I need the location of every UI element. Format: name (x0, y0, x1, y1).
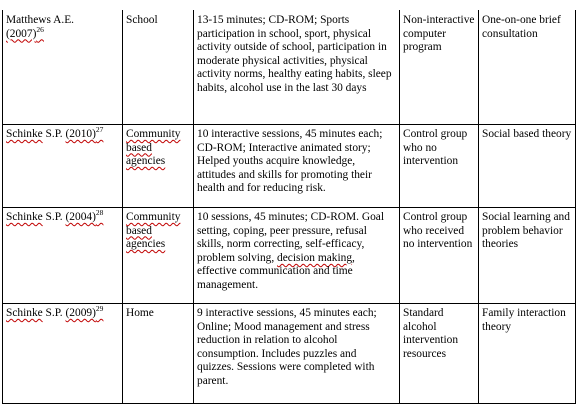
author-year: (2010)$^{27}$ (65, 125, 104, 140)
author-year: (2009)$^{29}$ (65, 304, 104, 319)
setting-cell (123, 125, 194, 208)
author-year: (2007)$^{26}$ (6, 24, 44, 40)
intervention-cell: 9 interactive sessions, 45 minutes each; Online; Mood management and stress reduction in relation to alcohol consumption. Includes puzzles and quizzes. Sessions were completed with parent. (194, 304, 400, 404)
setting-cell (123, 208, 194, 304)
theory-cell: Social learning and problem behavior theories (479, 208, 576, 304)
author-cell (3, 10, 123, 125)
author-cell (3, 208, 123, 304)
author-initials: S.P. (42, 128, 66, 140)
table-row (3, 304, 576, 404)
setting-text: Community based agencies (126, 211, 181, 251)
author-year: (2004)$^{28}$ (65, 208, 104, 223)
author-initials: S.P. (42, 307, 66, 319)
reference-number: 29 (95, 304, 104, 314)
setting-cell: School (123, 10, 194, 125)
table-row (3, 10, 576, 125)
control-cell: Standard alcohol intervention resources (400, 304, 479, 404)
setting-text: Community based agencies (126, 128, 181, 168)
intervention-cell: 10 interactive sessions, 45 minutes each; CD-ROM; Interactive animated story; Helped youths acquire knowledge, attitudes and skills for promoting their health and for reducing risk. (194, 125, 400, 208)
studies-table (2, 10, 576, 404)
intervention-cell: 13-15 minutes; CD-ROM; Sports participation in school, sport, physical activity outside of school, participation in moderate physical activities, physical activity norms, healthy eating habits, sleep habits, alcohol use in the last 30 days (194, 10, 400, 125)
author-name: Schinke (6, 211, 43, 223)
author-cell (3, 125, 123, 208)
author-cell (3, 304, 123, 404)
reference-number: 26 (36, 24, 44, 34)
setting-cell: Home (123, 304, 194, 404)
control-cell: Non-interactive computer program (400, 10, 479, 125)
control-cell: Control group who received no intervention (400, 208, 479, 304)
table-row (3, 208, 576, 304)
intervention-flagged-text: decision making (277, 251, 353, 264)
author-name: Matthews A.E. (6, 14, 75, 26)
reference-number: 27 (95, 125, 104, 135)
theory-cell: Social based theory (479, 125, 576, 208)
theory-cell: One-on-one brief consultation (479, 10, 576, 125)
intervention-cell (194, 208, 400, 304)
reference-number: 28 (95, 208, 104, 218)
intervention-text: 10 sessions, 45 minutes; CD-ROM. Goal setting, coping, peer pressure, refusal skills, norm correcting, self-efficacy, problem solving, (197, 211, 384, 264)
author-name: Schinke (6, 128, 43, 140)
theory-cell: Family interaction theory (479, 304, 576, 404)
table-row (3, 125, 576, 208)
author-initials: S.P. (42, 211, 66, 223)
intervention-text-end: , effective communication and time management. (197, 251, 355, 291)
control-cell: Control group who no intervention (400, 125, 479, 208)
author-name: Schinke (6, 307, 43, 319)
